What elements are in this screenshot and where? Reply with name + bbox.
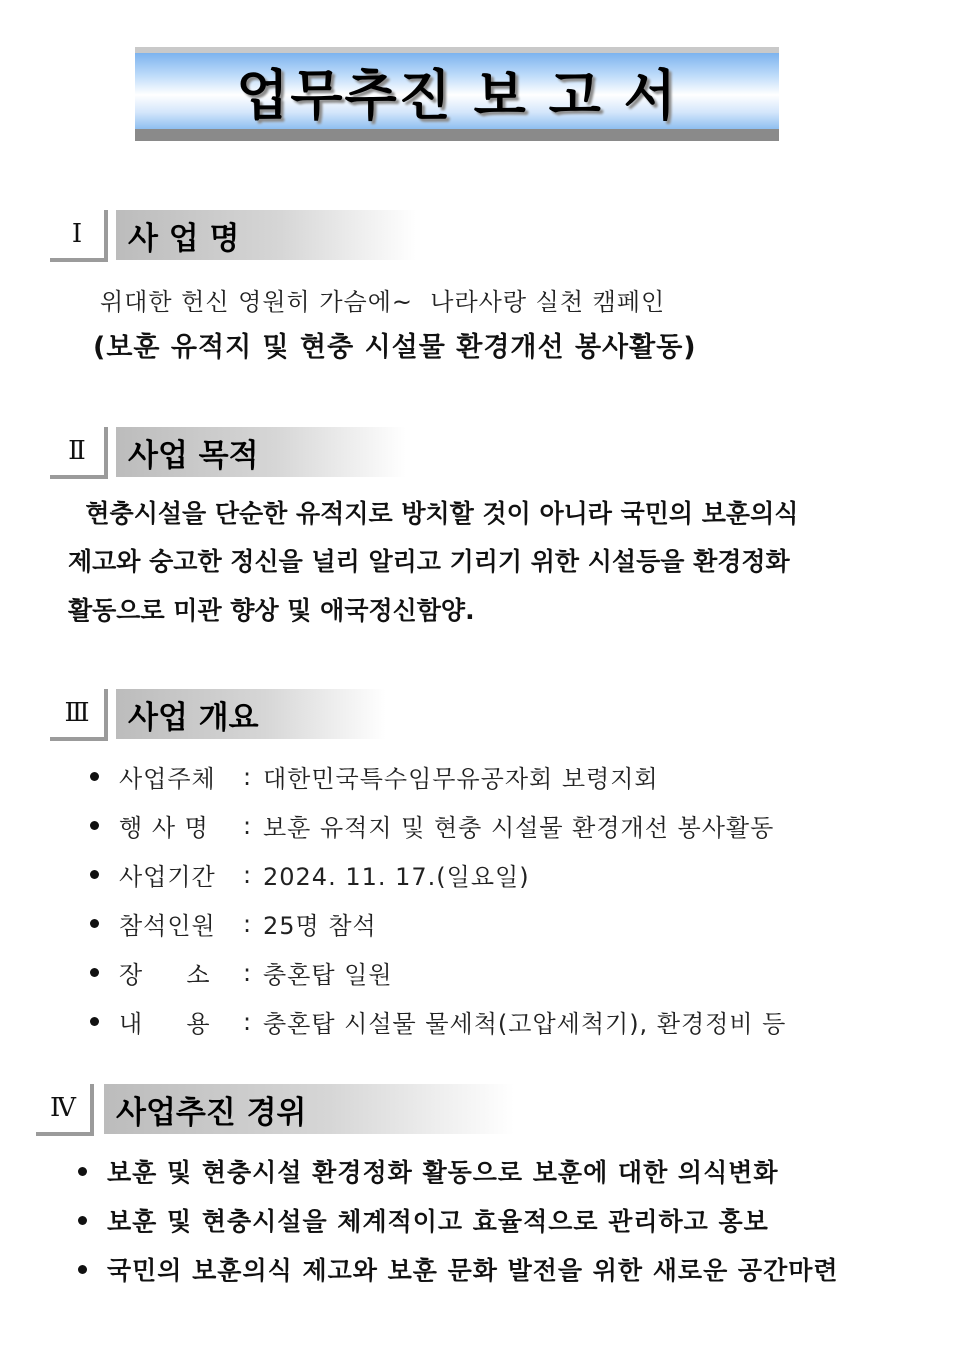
section-1-number: I bbox=[50, 210, 108, 262]
section-4-header bbox=[36, 1084, 536, 1136]
overview-item bbox=[90, 1004, 786, 1039]
bullet-icon bbox=[90, 870, 99, 879]
title-bottom-bar bbox=[135, 129, 779, 141]
overview-item bbox=[90, 759, 659, 794]
purpose-line-1: 현충시설을 단순한 유적지로 방치할 것이 아니라 국민의 보훈의식 bbox=[68, 499, 799, 528]
section-3-number: Ⅲ bbox=[50, 689, 108, 741]
overview-item bbox=[90, 857, 530, 892]
progress-text: 보훈 및 현충시설을 체계적이고 효율적으로 관리하고 홍보 bbox=[107, 1207, 769, 1236]
overview-label: 장 소 bbox=[119, 961, 211, 989]
bullet-icon bbox=[90, 919, 99, 928]
section-4-number: Ⅳ bbox=[36, 1084, 94, 1136]
bullet-icon bbox=[90, 1017, 99, 1026]
document-title: 업무추진 보 고 서 bbox=[236, 63, 678, 127]
overview-label: 사업주체 bbox=[119, 765, 216, 793]
overview-label: 행 사 명 bbox=[119, 814, 209, 842]
bullet-icon bbox=[90, 821, 99, 830]
section-3-header bbox=[50, 689, 410, 741]
overview-value: 충혼탑 일원 bbox=[263, 961, 393, 989]
bullet-icon bbox=[90, 772, 99, 781]
overview-label: 사업기간 bbox=[119, 863, 216, 891]
section-2-number: Ⅱ bbox=[50, 427, 108, 479]
overview-separator: : bbox=[243, 811, 253, 840]
overview-item bbox=[90, 808, 774, 843]
title-box bbox=[135, 53, 779, 129]
overview-separator: : bbox=[243, 958, 253, 987]
section-3-title: 사업 개요 bbox=[116, 689, 386, 739]
section-2-header bbox=[50, 427, 410, 479]
purpose-line-3: 활동으로 미관 향상 및 애국정신함양. bbox=[68, 596, 475, 625]
overview-separator: : bbox=[243, 1007, 253, 1036]
overview-value: 25명 참석 bbox=[263, 912, 377, 940]
project-name-line-1: 위대한 헌신 영원히 가슴에~ 나라사랑 실천 캠페인 bbox=[100, 288, 666, 316]
overview-value: 보훈 유적지 및 현충 시설물 환경개선 봉사활동 bbox=[263, 814, 775, 842]
overview-value: 2024. 11. 17.(일요일) bbox=[263, 863, 530, 891]
section-2-title: 사업 목적 bbox=[116, 427, 406, 477]
progress-item bbox=[78, 1153, 779, 1189]
section-4-title: 사업추진 경위 bbox=[104, 1084, 514, 1134]
overview-separator: : bbox=[243, 860, 253, 889]
bullet-icon bbox=[78, 1265, 87, 1274]
overview-item bbox=[90, 906, 377, 941]
progress-text: 보훈 및 현충시설 환경정화 활동으로 보훈에 대한 의식변화 bbox=[107, 1158, 779, 1187]
progress-item bbox=[78, 1202, 769, 1238]
overview-item bbox=[90, 955, 393, 990]
overview-value: 대한민국특수임무유공자회 보령지회 bbox=[263, 765, 659, 793]
overview-label: 참석인원 bbox=[119, 912, 216, 940]
bullet-icon bbox=[78, 1216, 87, 1225]
project-name-line-2: (보훈 유적지 및 현충 시설물 환경개선 봉사활동) bbox=[93, 332, 697, 363]
overview-separator: : bbox=[243, 762, 253, 791]
bullet-icon bbox=[78, 1167, 87, 1176]
title-banner bbox=[135, 47, 779, 141]
bullet-icon bbox=[90, 968, 99, 977]
overview-value: 충혼탑 시설물 물세척(고압세척기), 환경정비 등 bbox=[263, 1010, 787, 1038]
purpose-line-2: 제고와 숭고한 정신을 널리 알리고 기리기 위한 시설등을 환경정화 bbox=[68, 547, 790, 576]
overview-separator: : bbox=[243, 909, 253, 938]
section-1-title: 사 업 명 bbox=[116, 210, 416, 260]
progress-text: 국민의 보훈의식 제고와 보훈 문화 발전을 위한 새로운 공간마련 bbox=[107, 1256, 839, 1285]
overview-label: 내 용 bbox=[119, 1010, 211, 1038]
progress-item bbox=[78, 1251, 839, 1287]
section-1-header bbox=[50, 210, 380, 262]
